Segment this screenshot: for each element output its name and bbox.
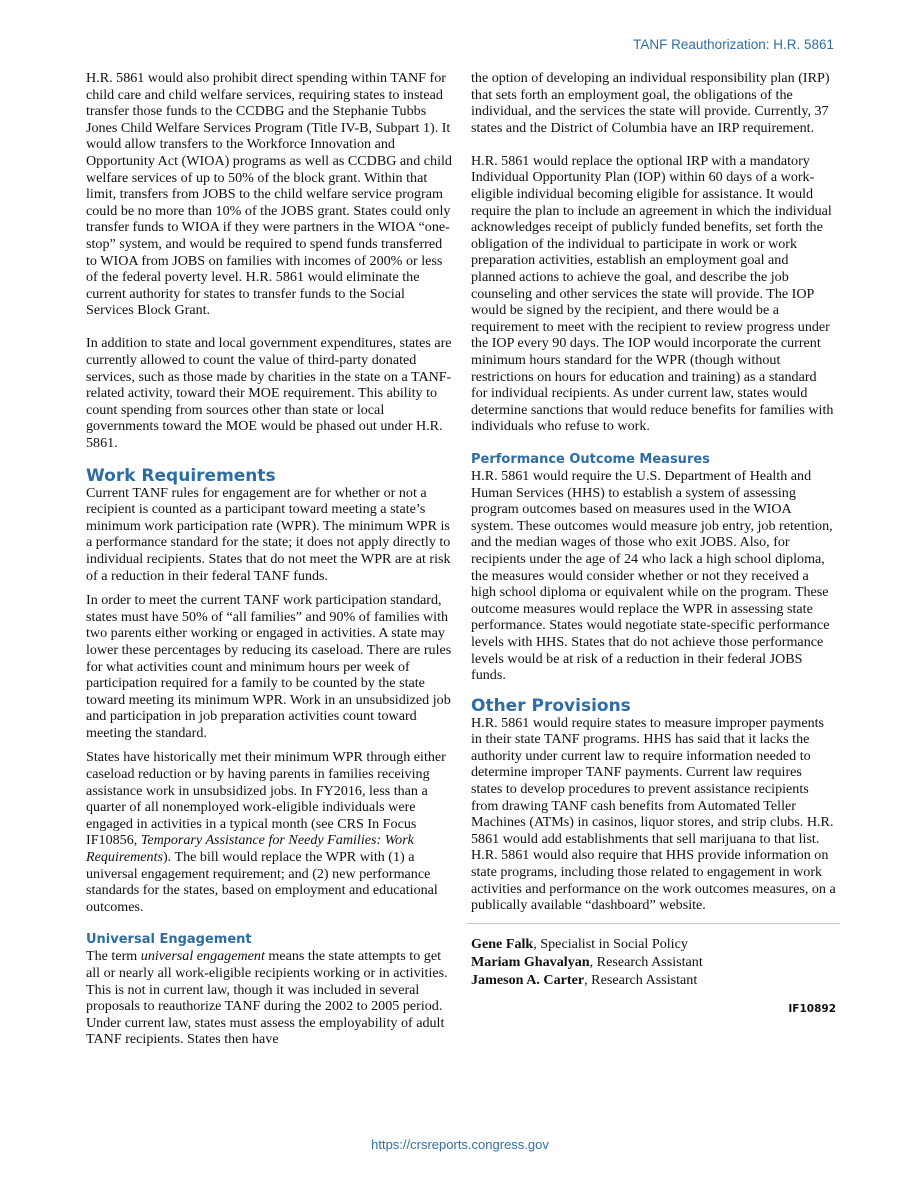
paragraph-moe: In addition to state and local government expenditures, states are currently allowed to count the value of third-party donated services, such as those made by charities in the state on a TANF-related activity, toward their MOE requirement. This ability to count spending from sources other than state or local governments toward the MOE would be phased out under H.R. 5861. — [86, 335, 452, 451]
left-column — [86, 70, 452, 1064]
paragraph-irp: the option of developing an individual responsibility plan (IRP) that sets forth an employment goal, the obligations of the individual, and the services the state will provide. Currently, 37 states and the District of Columbia have an IRP requirement. — [471, 70, 830, 136]
running-header-title: TANF Reauthorization: H.R. 5861 — [633, 37, 834, 52]
footer-url-link[interactable]: https://crsreports.congress.gov — [371, 1137, 549, 1152]
author-entry — [471, 971, 836, 989]
heading-universal-engagement: Universal Engagement — [86, 932, 252, 948]
right-column — [471, 70, 836, 1015]
paragraph-transfers: H.R. 5861 would also prohibit direct spending within TANF for child care and child welfare services, requiring states to instead transfer those funds to the CCDBG and the Stephanie Tubbs Jones Child Welfare Services Program (Title IV-B, Subpart 1). It would allow transfers to the Workforce Innovation and Opportunity Act (WIOA) programs as well as CCDBG and child welfare services of up to 50% of the block grant. Within that limit, transfers from JOBS to the child welfare service program could be no more than 10% of the JOBS grant. States could only transfer funds to WIOA if they were partners in the WIOA “one-stop” system, and would be required to spend funds transferred to WIOA from JOBS on families with incomes of 200% or less of the federal poverty level. H.R. 5861 would eliminate the current authority for states to transfer funds to the Social Services Block Grant. — [86, 70, 452, 319]
author-name: Gene Falk — [471, 935, 534, 952]
wpr-history-text-a: States have historically met their minimum WPR through either caseload reduction or by having parents in families receiving assistance work in unsubsidized jobs. In FY2016, less than a quarter of all nonemployed work-eligible individuals were engaged in activities in a typical month (see CRS In Focus IF10856, — [86, 749, 446, 849]
author-name: Mariam Ghavalyan — [471, 953, 590, 970]
universal-text-b: means the state attempts to get all or nearly all work-eligible recipients working or in activities. This is not in current law, though it was included in several proposals to reauthorize TANF during the 2002 to 2005 period. Under current law, states must assess the employability of adult TANF recipients. States then have — [86, 948, 448, 1048]
document-id: IF10892 — [788, 1002, 836, 1015]
heading-other-provisions: Other Provisions — [471, 695, 631, 716]
author-role: , Specialist in Social Policy — [533, 935, 688, 952]
author-list — [471, 935, 836, 989]
cited-report-title: Temporary Assistance for Needy Families: Work Requirements — [86, 832, 414, 866]
paragraph-performance: H.R. 5861 would require the U.S. Department of Health and Human Services (HHS) to establish a system of assessing program outcomes based on measures used in the WIOA system. These outcomes would measure job entry, job retention, and the median wages of those who exit JOBS. Also, for recipients under the age of 24 who lack a high school diploma, the measures would consider whether or not they received a high school diploma or equivalent while on the program. These outcome measures would replace the WPR in assessing state performance. States would negotiate state-specific performance levels with HHS. States that do not achieve those performance levels would be at risk of a reduction in their federal JOBS funds. — [471, 467, 833, 684]
author-entry — [471, 935, 836, 953]
author-name: Jameson A. Carter — [471, 971, 585, 988]
paragraph-universal-engagement — [86, 948, 452, 1048]
author-entry — [471, 953, 836, 971]
paragraph-wpr-history — [86, 749, 452, 915]
universal-text-a: The term — [86, 948, 141, 965]
heading-work-requirements: Work Requirements — [86, 465, 276, 486]
paragraph-other-provisions: H.R. 5861 would require states to measure improper payments in their state TANF programs. HHS has said that it lacks the authority under current law to require information needed to determine improper TANF payments. Current law requires states to develop procedures to prevent assistance recipients from drawing TANF cash benefits from Automated Teller Machines (ATMs) in casinos, liquor stores, and strip clubs. H.R. 5861 would add establishments that sell marijuana to that list. H.R. 5861 would also require that HHS provide information on state programs, including those related to engagement in work activities and performance on the work outcomes measures, on a publically available “dashboard” website. — [471, 714, 836, 914]
author-role: , Research Assistant — [584, 971, 698, 988]
paragraph-iop: H.R. 5861 would replace the optional IRP with a mandatory Individual Opportunity Plan (IOP) within 60 days of a work-eligible individual becoming eligible for assistance. It would require the plan to include an agreement in which the individual acknowledges receipt of publicly funded benefits, set forth the obligation of the individual to participate in work or work preparation activities, establish an employment goal and planned actions to achieve the goal, and describe the job counseling and other services the state will provide. The IOP would be signed by the recipient, and there would be a requirement to meet with the recipient to review progress under the IOP every 90 days. The IOP would incorporate the current minimum hours standard for the WPR (though without restrictions on hours for education and training) as a standard for individual recipients. As under current law, states would determine sanctions that would reduce benefits for families with individuals who refuse to work. — [471, 152, 834, 435]
author-divider — [467, 923, 840, 924]
wpr-history-text-b: ). The bill would replace the WPR with (1) a universal engagement requirement; and (2) new performance standards for the states, based on employment and educational outcomes. — [86, 849, 438, 915]
paragraph-participation-standard: In order to meet the current TANF work participation standard, states must have 50% of “all families” and 90% of families with two parents either working or engaged in activities. A state may lower these percentages by reducing its caseload. There are rules for what activities count and minimum hours per week of participation required for a family to be counted by the state toward meeting its minimum WPR. Work in an unsubsidized job and participation in job preparation activities count toward meeting the standard. — [86, 592, 452, 741]
heading-performance-outcome: Performance Outcome Measures — [471, 451, 710, 467]
universal-term: universal engagement — [140, 948, 265, 965]
paragraph-current-rules: Current TANF rules for engagement are for whether or not a recipient is counted as a participant toward meeting a state’s minimum work participation rate (WPR). The minimum WPR is a performance standard for the state; it does not apply directly to individual recipients. States that do not meet the WPR are at risk of a reduction in their federal TANF funds. — [86, 484, 451, 584]
author-role: , Research Assistant — [589, 953, 703, 970]
